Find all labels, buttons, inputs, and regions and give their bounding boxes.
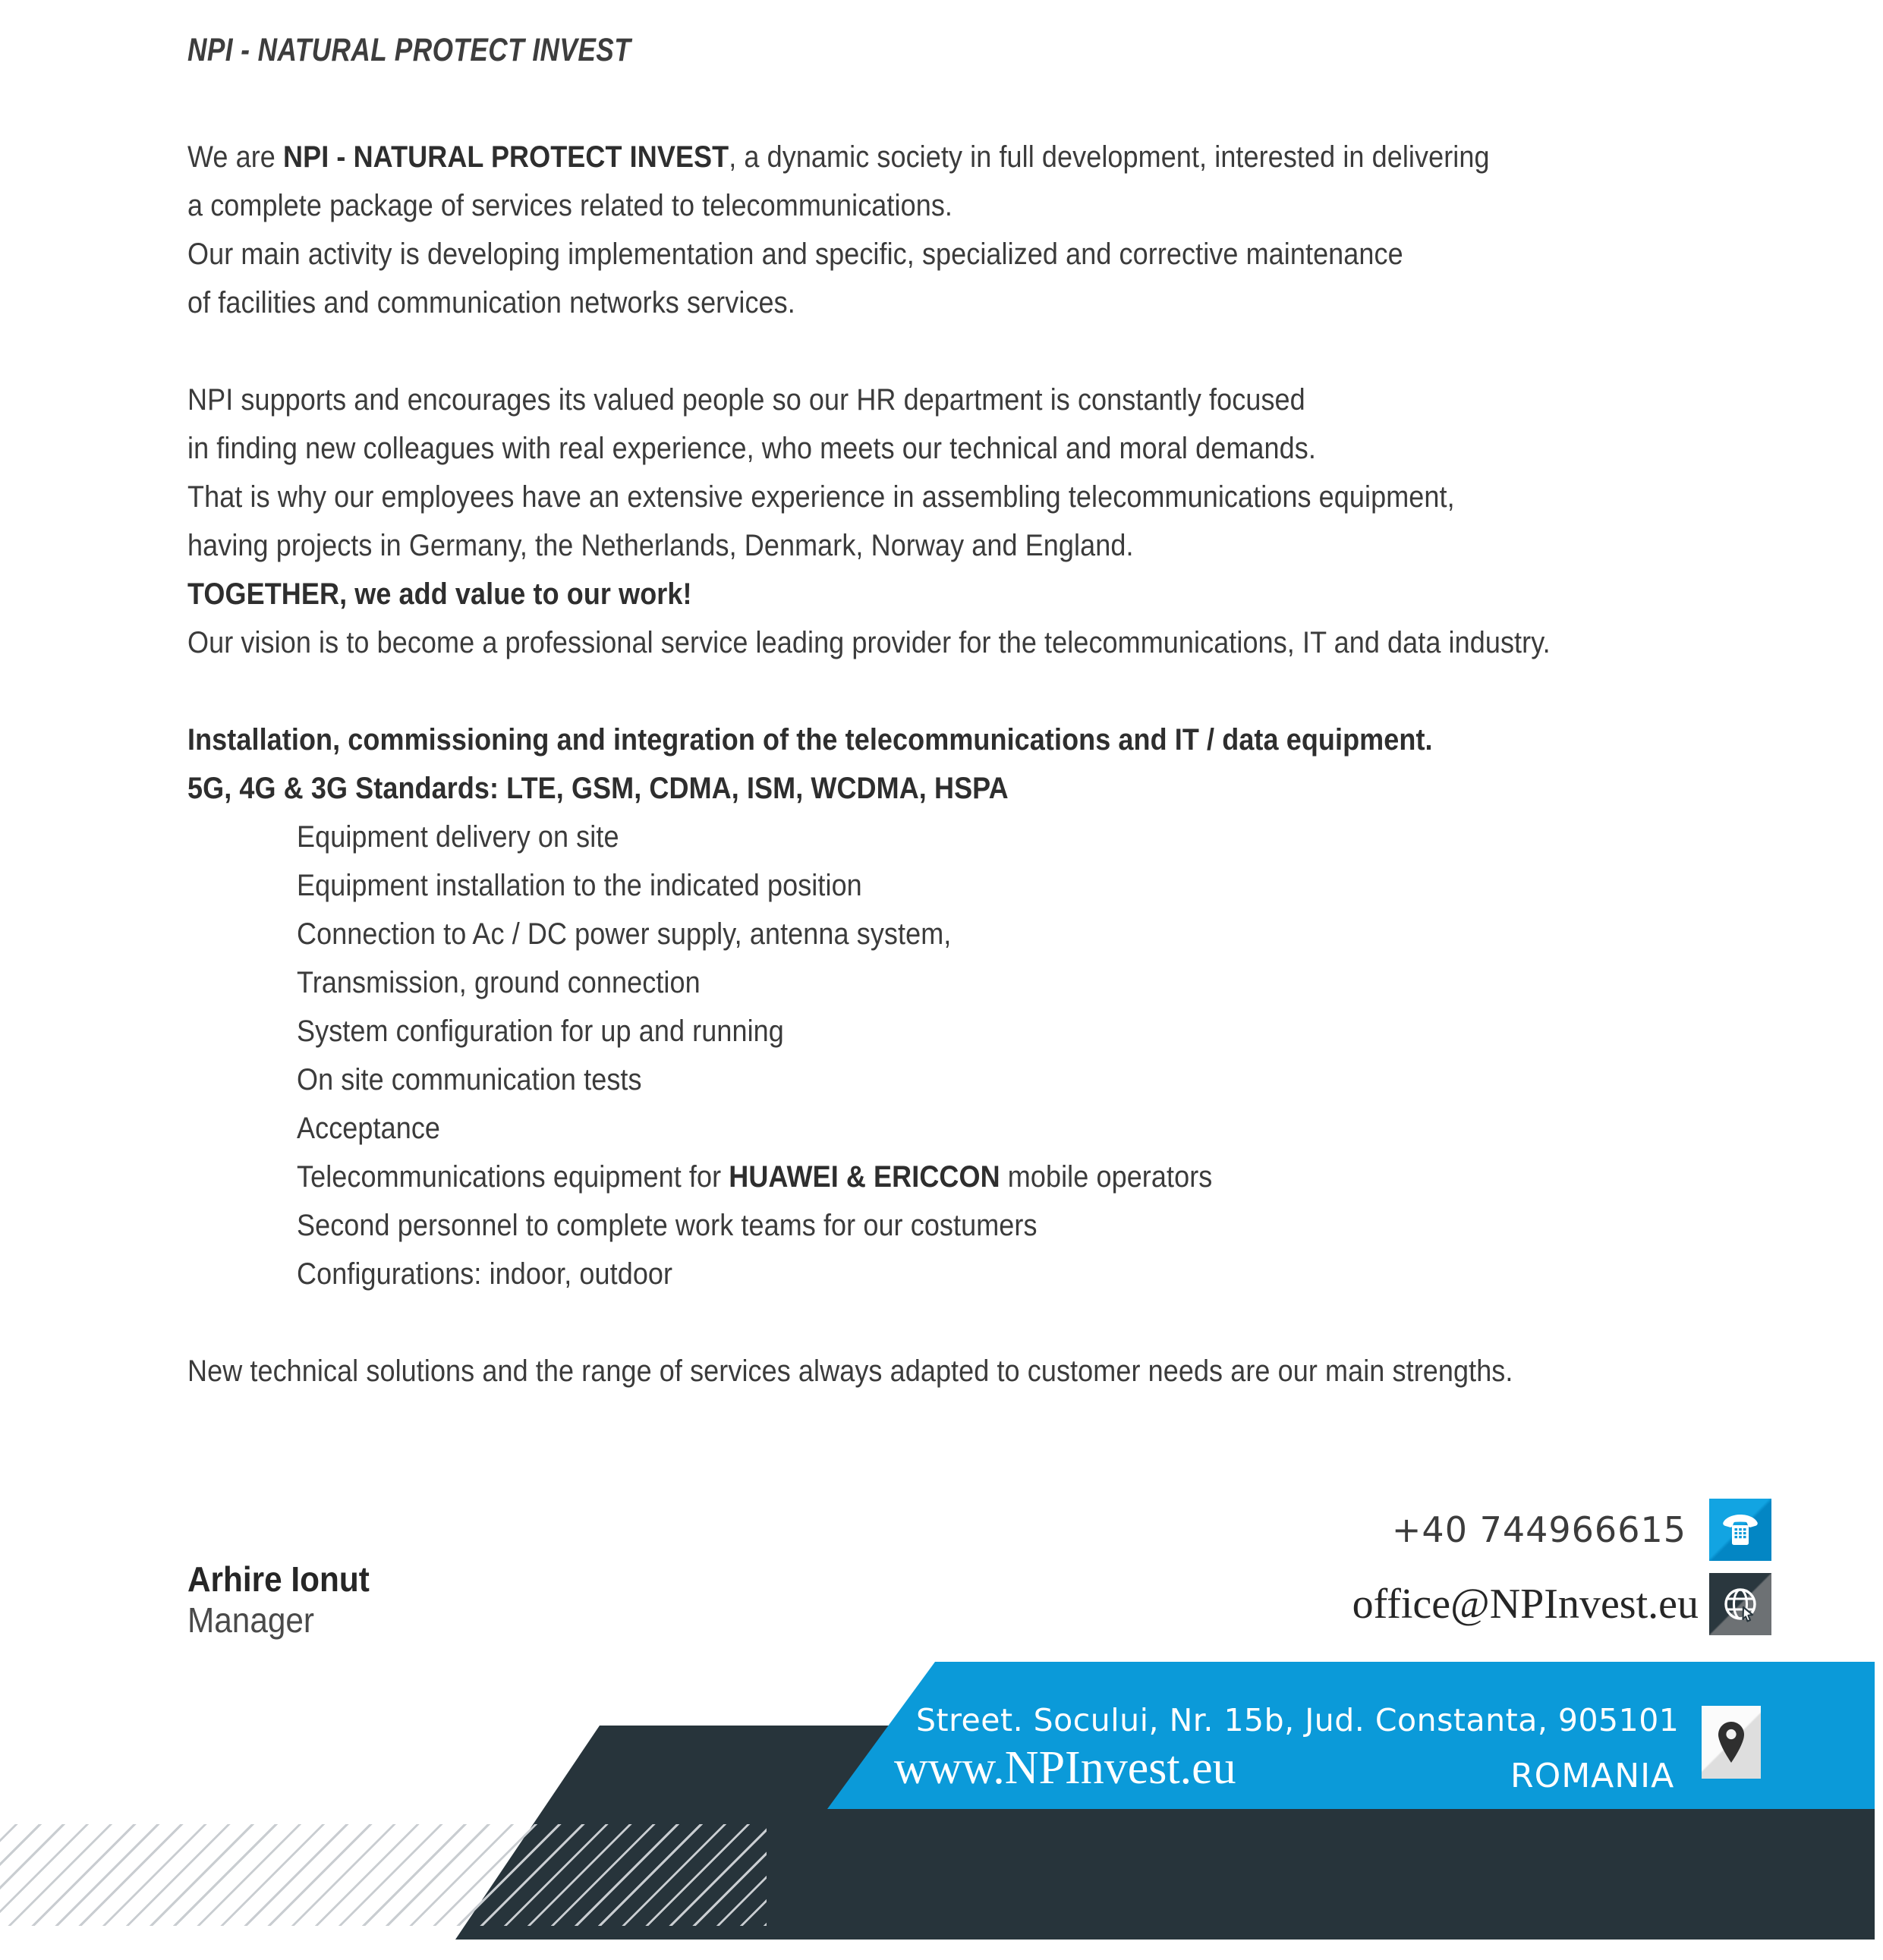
vision-statement: Our vision is to become a professional service leading provider for the telecommunications, IT and data industry. (187, 626, 1551, 659)
contact-email-row (1352, 1573, 1771, 1635)
intro-line-2: a complete package of services related to telecommunications. (187, 189, 953, 222)
intro-line-1-post: , a dynamic society in full development, interested in delivering (729, 140, 1490, 174)
service-item-pre: Telecommunications equipment for (297, 1160, 729, 1194)
people-line-4: having projects in Germany, the Netherlands, Denmark, Norway and England. (187, 529, 1134, 562)
closing-statement: New technical solutions and the range of services always adapted to customer needs are our main strengths. (187, 1354, 1513, 1388)
paragraph-spacer (187, 667, 1804, 716)
service-item: Transmission, ground connection (297, 966, 701, 999)
globe-cursor-glyph (1721, 1584, 1760, 1624)
footer-pin-wrap (1702, 1706, 1761, 1779)
people-line-1: NPI supports and encourages its valued people so our HR department is constantly focused (187, 383, 1305, 417)
footer-website[interactable]: www.NPInvest.eu (894, 1742, 1236, 1794)
service-item-vendors: HUAWEI & ERICCON (729, 1160, 1000, 1194)
service-item-post: mobile operators (1000, 1160, 1213, 1194)
page-title: NPI - NATURAL PROTECT INVEST (187, 32, 631, 68)
people-line-2: in finding new colleagues with real experience, who meets our technical and moral demands. (187, 432, 1316, 465)
service-item: Configurations: indoor, outdoor (297, 1257, 673, 1291)
contact-phone-row (1392, 1499, 1771, 1561)
service-item: Equipment installation to the indicated position (297, 869, 862, 902)
service-item: Acceptance (297, 1112, 441, 1145)
map-pin-glyph (1715, 1720, 1748, 1764)
services-heading: Installation, commissioning and integration of the telecommunications and IT / data equipment. (187, 723, 1433, 757)
intro-line-1 (187, 133, 1642, 181)
signer-name: Arhire Ionut (187, 1559, 370, 1599)
phone-number[interactable]: +40 744966615 (1391, 1509, 1686, 1550)
service-item: Equipment delivery on site (297, 820, 619, 854)
people-line-3: That is why our employees have an extensive experience in assembling telecommunications equipment, (187, 480, 1455, 514)
service-item: Second personnel to complete work teams for our costumers (297, 1209, 1038, 1242)
service-item: Connection to Ac / DC power supply, antenna system, (297, 917, 952, 951)
map-pin-icon (1702, 1706, 1761, 1779)
intro-line-3: Our main activity is developing implementation and specific, specialized and corrective maintenance (187, 238, 1403, 271)
footer-hatch-pattern (0, 1824, 767, 1926)
intro-line-4: of facilities and communication networks services. (187, 286, 795, 319)
signer-role: Manager (187, 1600, 315, 1640)
email-address[interactable]: office@NPInvest.eu (1352, 1581, 1699, 1628)
telephone-glyph (1722, 1514, 1759, 1546)
document-body (187, 133, 1804, 1395)
tagline: TOGETHER, we add value to our work! (187, 577, 692, 611)
service-item: On site communication tests (297, 1063, 642, 1096)
intro-company-name: NPI - NATURAL PROTECT INVEST (283, 140, 729, 174)
service-item: System configuration for up and running (297, 1015, 784, 1048)
services-standards: 5G, 4G & 3G Standards: LTE, GSM, CDMA, ISM, WCDMA, HSPA (187, 772, 1009, 805)
footer-country: ROMANIA (1510, 1757, 1675, 1795)
globe-cursor-icon (1709, 1573, 1771, 1635)
service-item (187, 1153, 1642, 1201)
paragraph-spacer (187, 327, 1804, 376)
telephone-icon (1709, 1499, 1771, 1561)
paragraph-spacer (187, 1298, 1804, 1347)
signature-block (187, 1559, 386, 1641)
intro-line-1-pre: We are (187, 140, 284, 174)
footer-address: Street. Socului, Nr. 15b, Jud. Constanta, 905101 (916, 1702, 1680, 1738)
